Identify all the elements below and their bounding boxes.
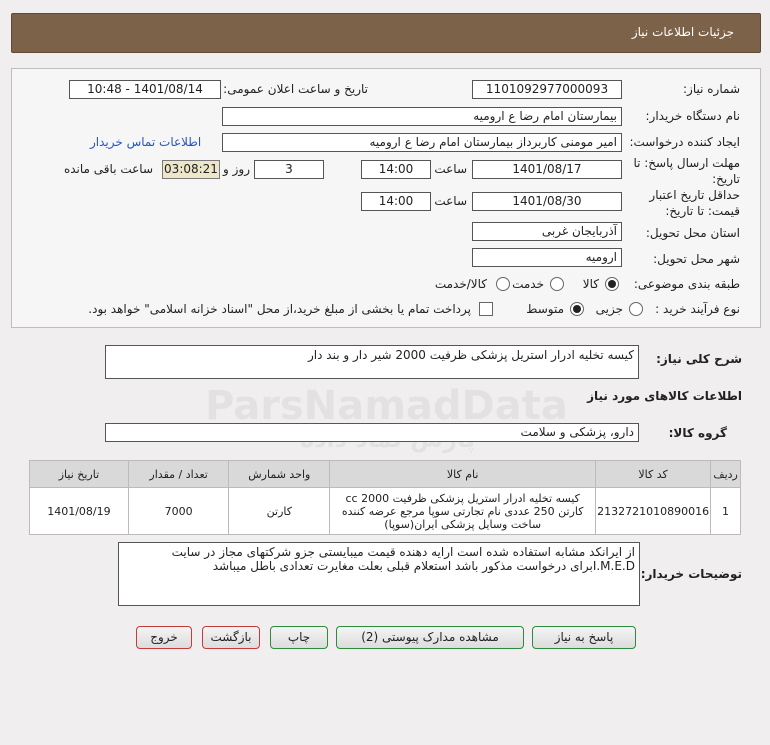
treasury-payment-note: پرداخت تمام یا بخشی از مبلغ خرید،از محل "اسناد خزانه اسلامی" خواهد بود. (88, 302, 471, 316)
table-row (30, 488, 741, 535)
watermark-brand: ParsNamadData (205, 383, 568, 429)
category-service-label: خدمت (512, 277, 544, 291)
announce-field: 1401/08/14 - 10:48 (69, 80, 221, 99)
goods-section-title: اطلاعات کالاهای مورد نیاز (587, 389, 742, 403)
process-label: نوع فرآیند خرید : (655, 302, 740, 316)
process-medium-radio[interactable] (570, 302, 584, 316)
cell-unit: کارتن (229, 488, 330, 535)
need-number-label: شماره نیاز: (683, 82, 740, 96)
goods-group-field: دارو، پزشکی و سلامت (105, 423, 639, 442)
remaining-time-field: 03:08:21 (162, 160, 220, 179)
process-medium-label: متوسط (526, 302, 564, 316)
col-row: ردیف (711, 461, 741, 488)
buyer-org-label: نام دستگاه خریدار: (645, 109, 740, 123)
buyer-notes-field: از ایرانکد مشابه استفاده شده است ارایه دهنده قیمت میبایستی جزو شرکتهای مجاز در سایت I.M.E.Dبرای درخواست مذکور باشد استعلام قبلی بعلت مغایرت تعدادی باطل میباشد (118, 542, 640, 606)
page-title: جزئیات اطلاعات نیاز (631, 25, 734, 39)
days-field: 3 (254, 160, 324, 179)
goods-table (29, 460, 741, 535)
category-service-radio[interactable] (550, 277, 564, 291)
validity-time-label: ساعت (434, 194, 467, 208)
validity-time-field: 14:00 (361, 192, 431, 211)
validity-label: حداقل تاریخ اعتبار قیمت: تا تاریخ: (649, 188, 740, 218)
goods-group-label: گروه کالا: (668, 426, 727, 440)
remaining-time-label: ساعت باقی مانده (63, 162, 153, 176)
cell-date: 1401/08/19 (30, 488, 129, 535)
exit-button[interactable]: خروج (136, 626, 192, 649)
send-deadline-label: مهلت ارسال پاسخ: تا تاریخ: (633, 156, 740, 186)
process-minor-radio[interactable] (629, 302, 643, 316)
attachments-button[interactable]: مشاهده مدارک پیوستی (2) (336, 626, 524, 649)
days-label: روز و (223, 162, 250, 176)
col-qty: تعداد / مقدار (128, 461, 229, 488)
table-header-row (30, 461, 741, 488)
category-goods-radio[interactable] (605, 277, 619, 291)
need-number-field: 1101092977000093 (472, 80, 622, 99)
city-field: ارومیه (472, 248, 622, 267)
category-both-label: کالا/خدمت (434, 277, 487, 291)
send-date-field: 1401/08/17 (472, 160, 622, 179)
col-unit: واحد شمارش (229, 461, 330, 488)
process-minor-label: جزیی (595, 302, 623, 316)
validity-date-field: 1401/08/30 (472, 192, 622, 211)
send-time-label: ساعت (434, 162, 467, 176)
announce-label: تاریخ و ساعت اعلان عمومی: (223, 82, 368, 96)
city-label: شهر محل تحویل: (653, 252, 740, 266)
category-label: طبقه بندی موضوعی: (633, 277, 740, 291)
col-code: کد کالا (596, 461, 711, 488)
buyer-contact-link[interactable]: اطلاعات تماس خریدار (90, 135, 202, 149)
category-both-radio[interactable] (496, 277, 510, 291)
province-label: استان محل تحویل: (645, 226, 740, 240)
send-time-field: 14:00 (361, 160, 431, 179)
cell-row: 1 (711, 488, 741, 535)
creator-label: ایجاد کننده درخواست: (629, 135, 740, 149)
print-button[interactable]: چاپ (270, 626, 328, 649)
buyer-org-field: بیمارستان امام رضا ع ارومیه (222, 107, 622, 126)
province-field: آذربایجان غربی (472, 222, 622, 241)
buyer-notes-label: توضیحات خریدار: (640, 567, 742, 581)
col-name: نام کالا (330, 461, 596, 488)
back-button[interactable]: بازگشت (202, 626, 260, 649)
col-date: تاریخ نیاز (30, 461, 129, 488)
cell-qty: 7000 (128, 488, 229, 535)
treasury-payment-checkbox[interactable] (479, 302, 493, 316)
category-goods-label: کالا (582, 277, 599, 291)
cell-code: 2132721010890016 (596, 488, 711, 535)
summary-label: شرح کلی نیاز: (656, 352, 742, 366)
reply-button[interactable]: پاسخ به نیاز (532, 626, 636, 649)
cell-name: کیسه تخلیه ادرار استریل پزشکی ظرفیت 2000 cc کارتن 250 عددی نام تجارتی سوپا مرجع عرضه کننده ساخت وسایل پزشکی ایران(سوپا) (330, 488, 596, 535)
page-header (11, 13, 761, 53)
creator-field: امیر مومنی کاربرداز بیمارستان امام رضا ع ارومیه (222, 133, 622, 152)
summary-field: کیسه تخلیه ادرار استریل پزشکی ظرفیت 2000 شیر دار و بند دار (105, 345, 639, 379)
